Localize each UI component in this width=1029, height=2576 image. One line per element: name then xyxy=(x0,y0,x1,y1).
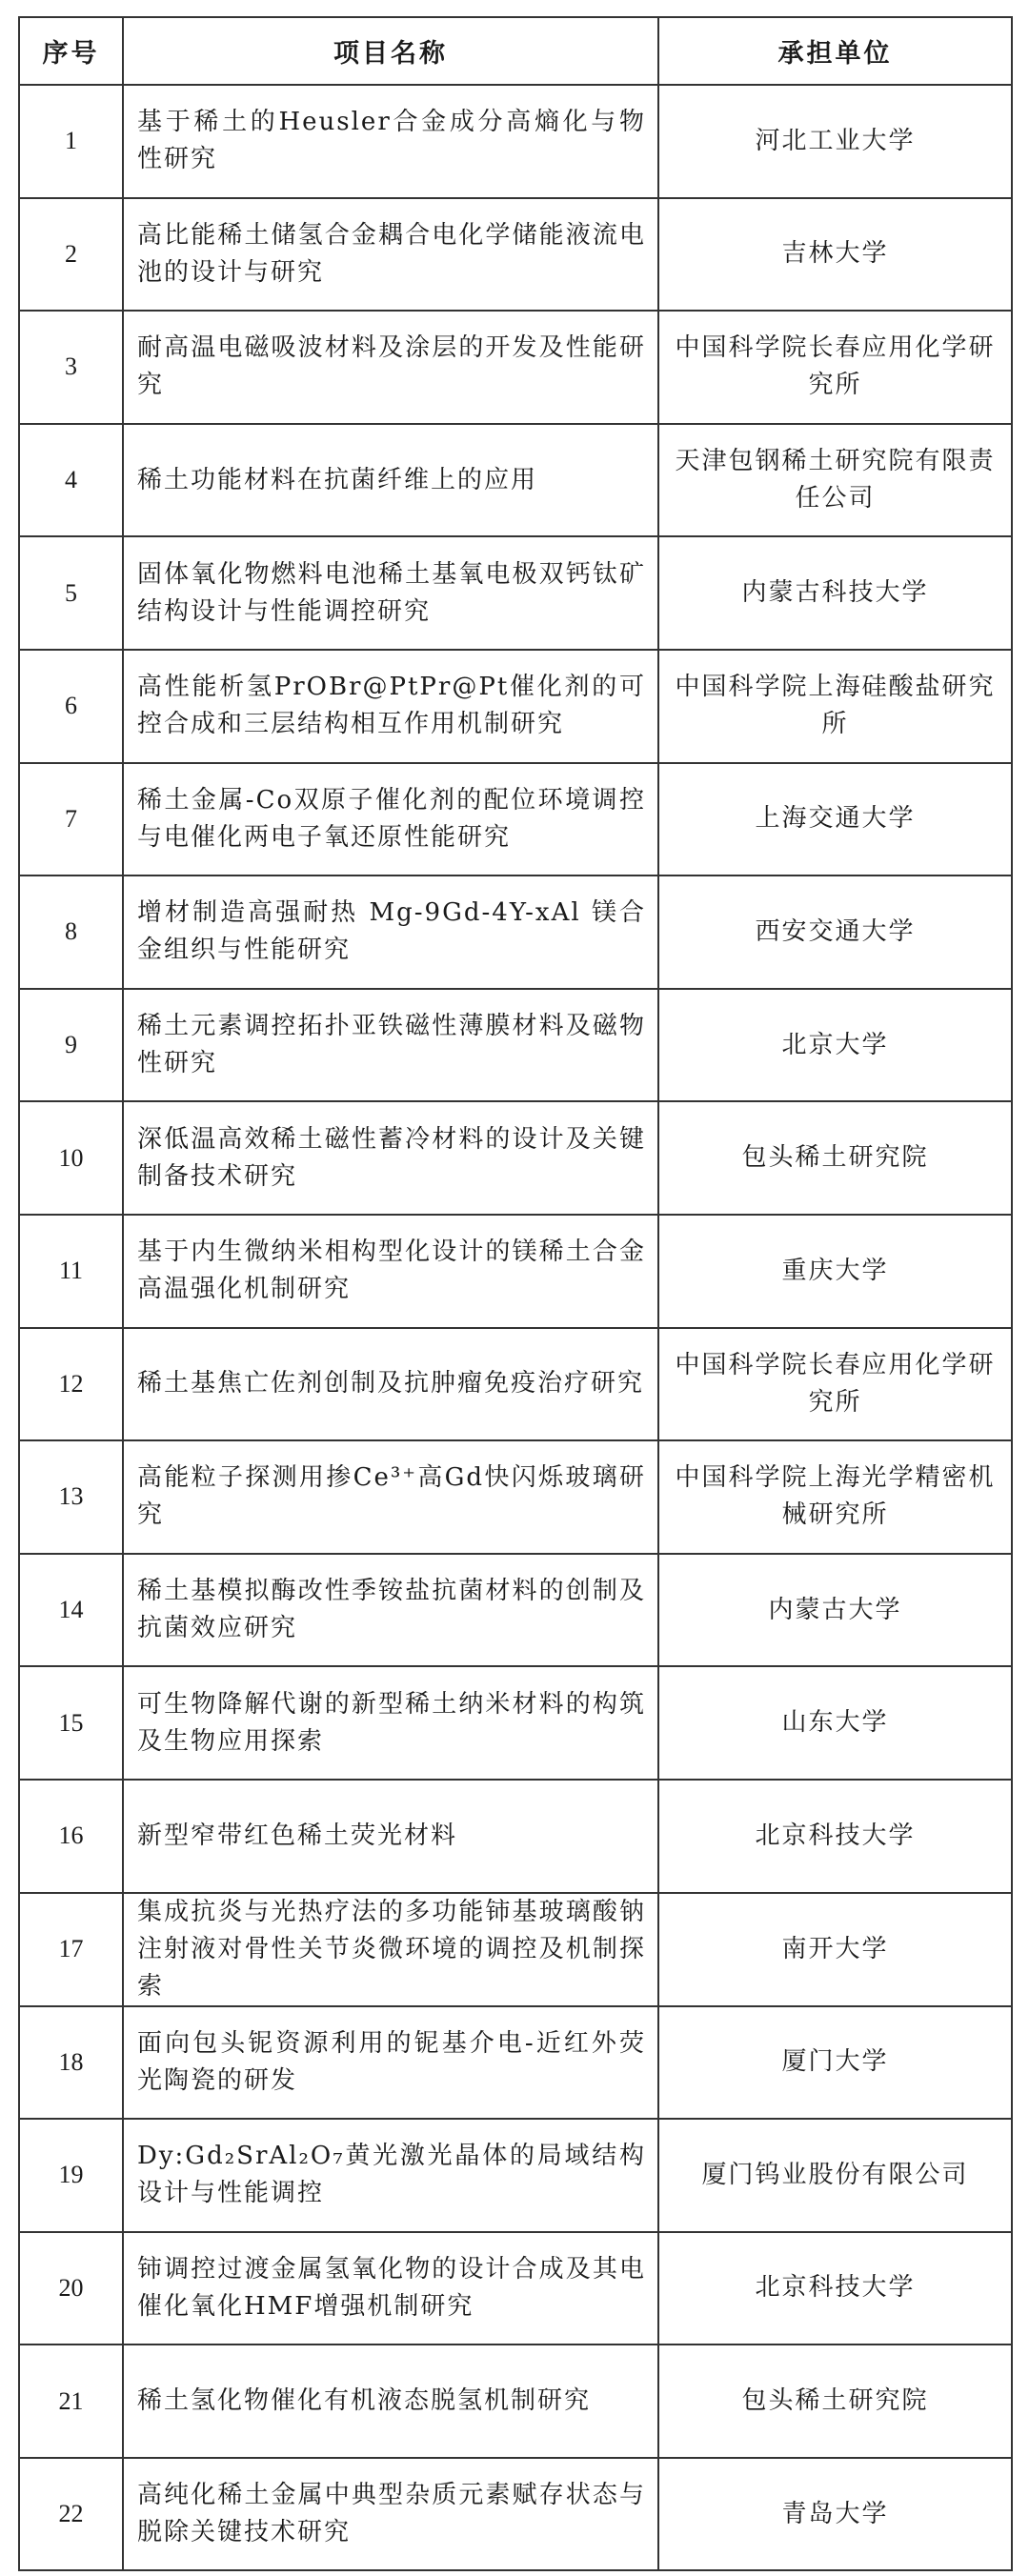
cell-serial-number: 9 xyxy=(19,989,123,1102)
cell-project-name: 高能粒子探测用掺Ce³⁺高Gd快闪烁玻璃研究 xyxy=(123,1440,658,1554)
cell-serial-number: 13 xyxy=(19,1440,123,1554)
cell-undertaking-unit: 吉林大学 xyxy=(658,198,1012,312)
table-row xyxy=(19,2119,1012,2232)
cell-project-name: 深低温高效稀土磁性蓄冷材料的设计及关键制备技术研究 xyxy=(123,1101,658,1215)
cell-serial-number: 17 xyxy=(19,1893,123,2006)
table-row xyxy=(19,1780,1012,1893)
cell-serial-number: 15 xyxy=(19,1666,123,1780)
cell-serial-number: 21 xyxy=(19,2345,123,2458)
cell-project-name: 面向包头铌资源利用的铌基介电-近红外荧光陶瓷的研发 xyxy=(123,2006,658,2120)
cell-project-name: 高比能稀土储氢合金耦合电化学储能液流电池的设计与研究 xyxy=(123,198,658,312)
cell-project-name: 稀土金属-Co双原子催化剂的配位环境调控与电催化两电子氧还原性能研究 xyxy=(123,763,658,876)
cell-serial-number: 10 xyxy=(19,1101,123,1215)
cell-project-name: 高性能析氢PrOBr@PtPr@Pt催化剂的可控合成和三层结构相互作用机制研究 xyxy=(123,650,658,763)
cell-undertaking-unit: 上海交通大学 xyxy=(658,763,1012,876)
cell-undertaking-unit: 山东大学 xyxy=(658,1666,1012,1780)
cell-serial-number: 4 xyxy=(19,424,123,537)
table-row xyxy=(19,198,1012,312)
cell-undertaking-unit: 中国科学院上海光学精密机械研究所 xyxy=(658,1440,1012,1554)
cell-serial-number: 6 xyxy=(19,650,123,763)
cell-project-name: 耐高温电磁吸波材料及涂层的开发及性能研究 xyxy=(123,311,658,424)
cell-undertaking-unit: 河北工业大学 xyxy=(658,85,1012,198)
cell-undertaking-unit: 北京科技大学 xyxy=(658,1780,1012,1893)
cell-undertaking-unit: 内蒙古科技大学 xyxy=(658,536,1012,650)
table-row xyxy=(19,989,1012,1102)
table-row xyxy=(19,2458,1012,2571)
header-undertaking-unit: 承担单位 xyxy=(658,17,1012,85)
cell-serial-number: 3 xyxy=(19,311,123,424)
cell-serial-number: 22 xyxy=(19,2458,123,2571)
cell-undertaking-unit: 厦门钨业股份有限公司 xyxy=(658,2119,1012,2232)
cell-undertaking-unit: 内蒙古大学 xyxy=(658,1554,1012,1667)
cell-undertaking-unit: 中国科学院长春应用化学研究所 xyxy=(658,1328,1012,1441)
table-row xyxy=(19,424,1012,537)
cell-project-name: 基于内生微纳米相构型化设计的镁稀土合金高温强化机制研究 xyxy=(123,1215,658,1328)
table-row xyxy=(19,875,1012,989)
cell-serial-number: 5 xyxy=(19,536,123,650)
cell-project-name: 可生物降解代谢的新型稀土纳米材料的构筑及生物应用探索 xyxy=(123,1666,658,1780)
table-row xyxy=(19,536,1012,650)
cell-serial-number: 12 xyxy=(19,1328,123,1441)
cell-project-name: Dy:Gd₂SrAl₂O₇黄光激光晶体的局域结构设计与性能调控 xyxy=(123,2119,658,2232)
table-row xyxy=(19,1215,1012,1328)
cell-project-name: 增材制造高强耐热 Mg-9Gd-4Y-xAl 镁合金组织与性能研究 xyxy=(123,875,658,989)
table-header-row xyxy=(19,17,1012,85)
table-row xyxy=(19,1554,1012,1667)
cell-project-name: 铈调控过渡金属氢氧化物的设计合成及其电催化氧化HMF增强机制研究 xyxy=(123,2232,658,2345)
cell-undertaking-unit: 青岛大学 xyxy=(658,2458,1012,2571)
cell-project-name: 固体氧化物燃料电池稀土基氧电极双钙钛矿结构设计与性能调控研究 xyxy=(123,536,658,650)
table-row xyxy=(19,2232,1012,2345)
cell-project-name: 稀土基模拟酶改性季铵盐抗菌材料的创制及抗菌效应研究 xyxy=(123,1554,658,1667)
cell-project-name: 稀土功能材料在抗菌纤维上的应用 xyxy=(123,424,658,537)
table-row xyxy=(19,2006,1012,2120)
cell-serial-number: 11 xyxy=(19,1215,123,1328)
cell-undertaking-unit: 南开大学 xyxy=(658,1893,1012,2006)
cell-serial-number: 20 xyxy=(19,2232,123,2345)
header-serial-number: 序号 xyxy=(19,17,123,85)
cell-project-name: 稀土氢化物催化有机液态脱氢机制研究 xyxy=(123,2345,658,2458)
table-row xyxy=(19,1101,1012,1215)
cell-project-name: 集成抗炎与光热疗法的多功能铈基玻璃酸钠注射液对骨性关节炎微环境的调控及机制探索 xyxy=(123,1893,658,2006)
cell-project-name: 稀土元素调控拓扑亚铁磁性薄膜材料及磁物性研究 xyxy=(123,989,658,1102)
table-row xyxy=(19,1328,1012,1441)
table-row xyxy=(19,2345,1012,2458)
cell-undertaking-unit: 中国科学院长春应用化学研究所 xyxy=(658,311,1012,424)
cell-undertaking-unit: 北京大学 xyxy=(658,989,1012,1102)
cell-serial-number: 1 xyxy=(19,85,123,198)
table-row xyxy=(19,1666,1012,1780)
cell-undertaking-unit: 重庆大学 xyxy=(658,1215,1012,1328)
table-row xyxy=(19,311,1012,424)
table-row xyxy=(19,1893,1012,2006)
cell-undertaking-unit: 中国科学院上海硅酸盐研究所 xyxy=(658,650,1012,763)
cell-project-name: 新型窄带红色稀土荧光材料 xyxy=(123,1780,658,1893)
cell-serial-number: 19 xyxy=(19,2119,123,2232)
project-table xyxy=(18,16,1013,2571)
header-project-name: 项目名称 xyxy=(123,17,658,85)
cell-undertaking-unit: 厦门大学 xyxy=(658,2006,1012,2120)
cell-serial-number: 2 xyxy=(19,198,123,312)
table-row xyxy=(19,650,1012,763)
cell-project-name: 稀土基焦亡佐剂创制及抗肿瘤免疫治疗研究 xyxy=(123,1328,658,1441)
cell-serial-number: 16 xyxy=(19,1780,123,1893)
table-row xyxy=(19,85,1012,198)
project-table-container xyxy=(18,16,1011,2571)
cell-undertaking-unit: 包头稀土研究院 xyxy=(658,2345,1012,2458)
cell-serial-number: 14 xyxy=(19,1554,123,1667)
cell-undertaking-unit: 北京科技大学 xyxy=(658,2232,1012,2345)
cell-project-name: 高纯化稀土金属中典型杂质元素赋存状态与脱除关键技术研究 xyxy=(123,2458,658,2571)
table-row xyxy=(19,763,1012,876)
cell-undertaking-unit: 天津包钢稀土研究院有限责任公司 xyxy=(658,424,1012,537)
cell-serial-number: 7 xyxy=(19,763,123,876)
cell-project-name: 基于稀土的Heusler合金成分高熵化与物性研究 xyxy=(123,85,658,198)
cell-serial-number: 18 xyxy=(19,2006,123,2120)
cell-undertaking-unit: 西安交通大学 xyxy=(658,875,1012,989)
cell-undertaking-unit: 包头稀土研究院 xyxy=(658,1101,1012,1215)
cell-serial-number: 8 xyxy=(19,875,123,989)
table-row xyxy=(19,1440,1012,1554)
